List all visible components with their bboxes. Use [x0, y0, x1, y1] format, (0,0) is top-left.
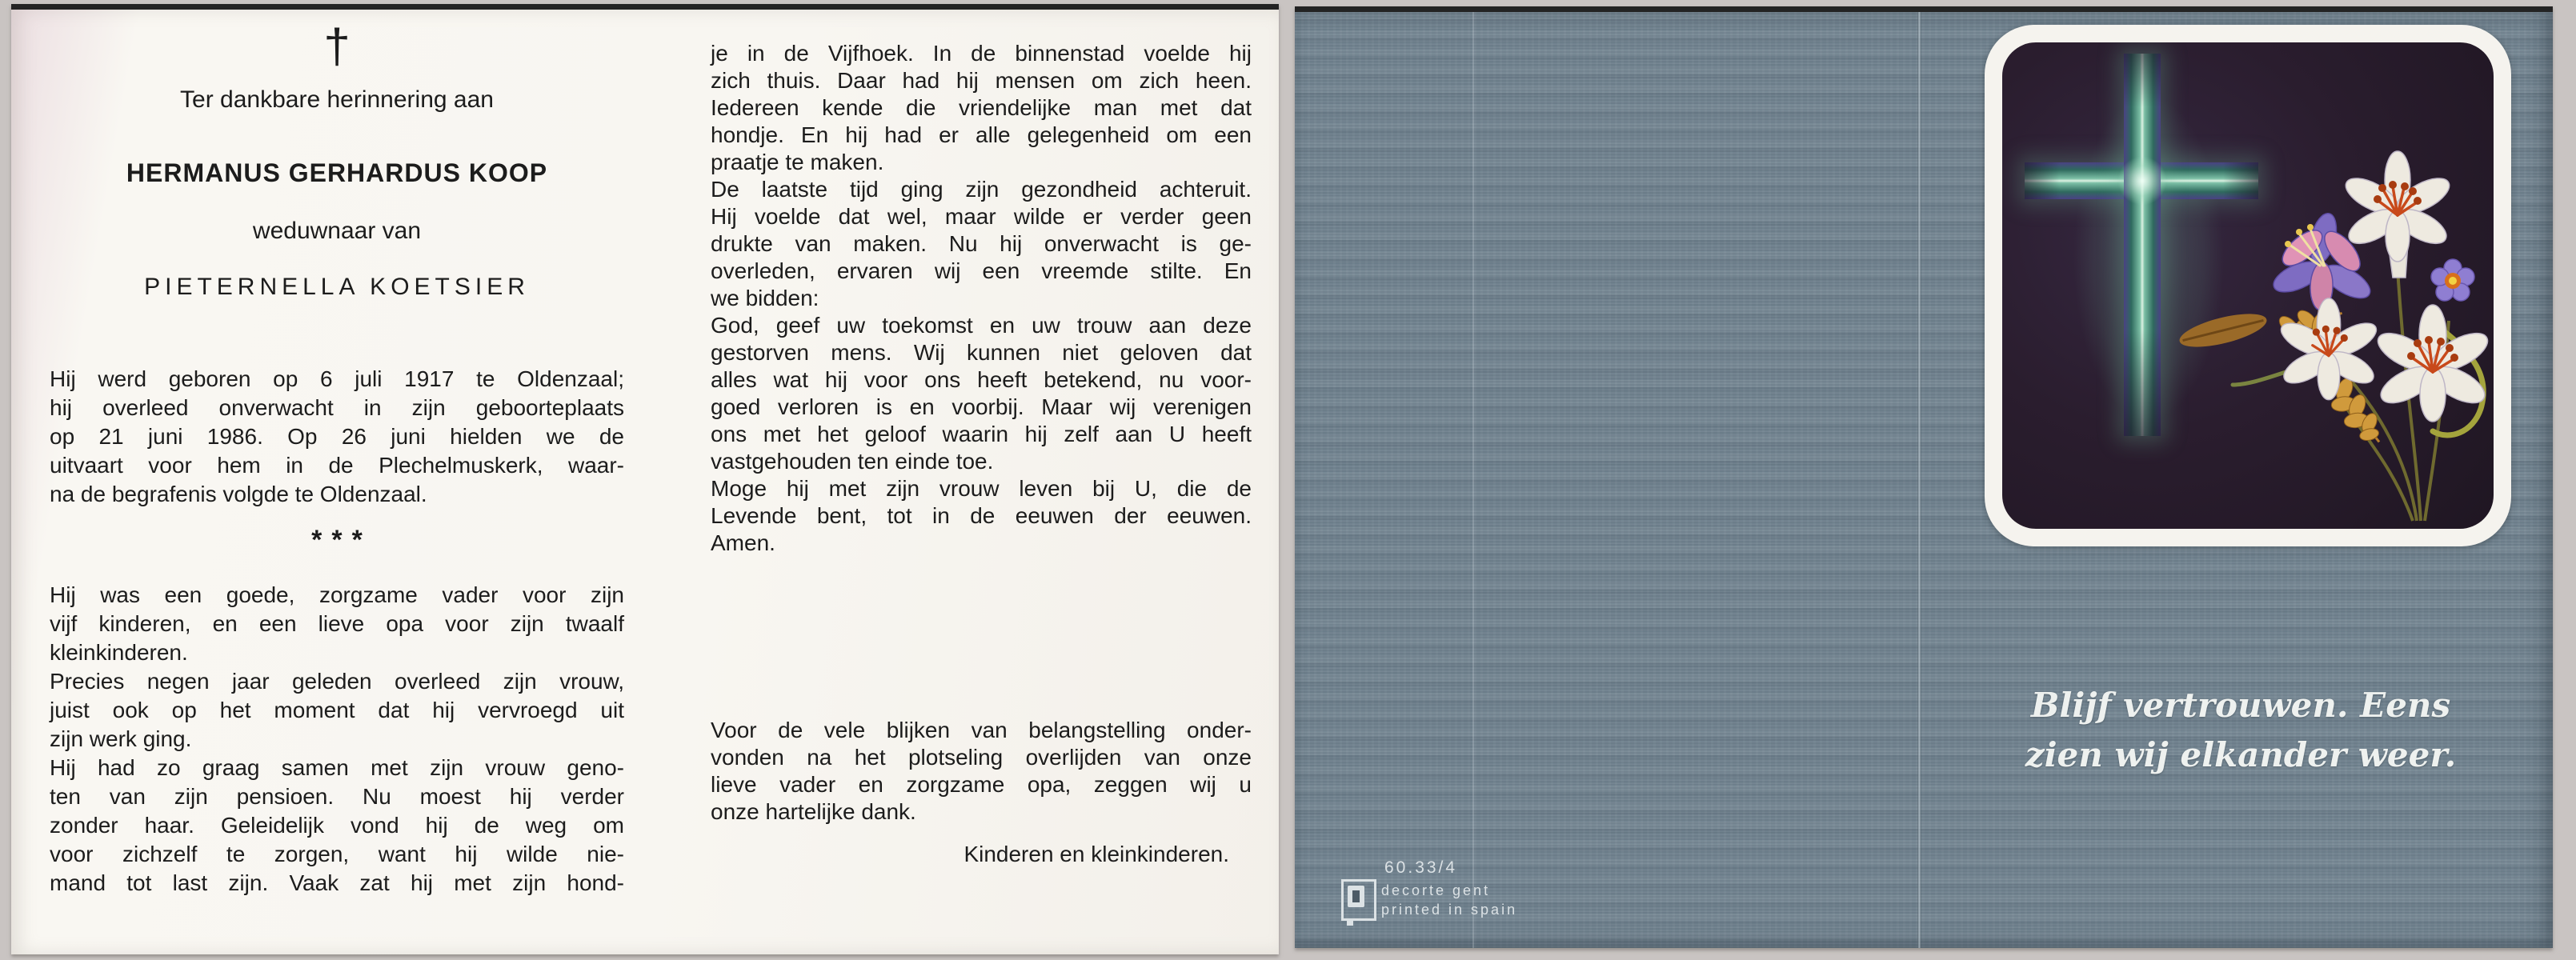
text-line: ten van zijn pensioen. Nu moest hij verder: [50, 784, 624, 809]
text-line: zich thuis. Daar had hij mensen om zich heen.: [711, 68, 1252, 93]
text-line: drukte van maken. Nu hij onverwacht is ge-: [711, 231, 1252, 256]
card-inside-page: [11, 4, 1279, 954]
text-line: Voor de vele blijken van belangstelling onder-: [711, 718, 1252, 742]
memorial-prayer-paragraph: [711, 40, 1252, 557]
text-line: onze hartelijke dank.: [711, 799, 916, 824]
text-line: Hij werd geboren op 6 juli 1917 te Oldenzaal;: [50, 366, 624, 391]
text-line: overleden, ervaren wij een vreemde stilte. En: [711, 258, 1252, 283]
text-line: Levende bent, tot in de eeuwen der eeuwen.: [711, 503, 1252, 528]
text-line: Amen.: [711, 530, 775, 555]
printer-origin: printed in spain: [1381, 902, 1518, 918]
relation-line: weduwnaar van: [252, 218, 422, 244]
printer-name: decorte gent: [1381, 882, 1491, 898]
text-line: vijf kinderen, en een lieve opa voor zijn twaalf: [50, 611, 624, 636]
text-line: we bidden:: [711, 286, 819, 310]
card-cover-page: [1295, 6, 2553, 948]
text-line: praatje te maken.: [711, 150, 884, 174]
text-line: Hij voelde dat wel, maar wilde er verder geen: [711, 204, 1252, 229]
text-line: Precies negen jaar geleden overleed zijn vrouw,: [50, 669, 624, 694]
motto-line-1: Blijf vertrouwen. Eens: [2030, 686, 2451, 725]
intro-line: Ter dankbare herinnering aan: [180, 86, 494, 113]
inside-right-column: [711, 10, 1252, 954]
text-line: alles wat hij voor ons heeft betekend, nu voor-: [711, 367, 1252, 392]
text-line: hij overleed onverwacht in zijn geboorteplaats: [50, 395, 624, 420]
text-line: mand tot last zijn. Vaak zat hij met zijn hond-: [50, 870, 624, 895]
deceased-name: HERMANUS GERHARDUS KOOP: [126, 158, 548, 187]
text-line: Moge hij met zijn vrouw leven bij U, die de: [711, 476, 1252, 501]
text-line: Hij had zo graag samen met zijn vrouw geno-: [50, 755, 624, 780]
signature-line: Kinderen en kleinkinderen.: [963, 842, 1229, 866]
text-line: De laatste tijd ging zijn gezondheid achteruit.: [711, 177, 1252, 202]
printer-mark: [1295, 12, 2553, 948]
text-line: Iedereen kende die vriendelijke man met dat: [711, 95, 1252, 120]
dagger-cross-icon: †: [323, 19, 351, 73]
printer-code: 60.33/4: [1384, 858, 1458, 877]
text-line: voor zichzelf te zorgen, want hij wilde nie-: [50, 842, 624, 866]
life-story-paragraph: [50, 581, 624, 898]
text-line: vonden na het plotseling overlijden van onze: [711, 745, 1252, 770]
text-line: lieve vader en zorgzame opa, zeggen wij u: [711, 772, 1252, 797]
motto-line-2: zien wij elkander weer.: [2025, 735, 2457, 774]
printer-logo-icon: [1341, 879, 1376, 921]
acknowledgement-paragraph: [711, 717, 1252, 826]
text-line: hondje. En hij had er alle gelegenheid om een: [711, 122, 1252, 147]
text-line: uitvaart voor hem in de Plechelmuskerk, waar-: [50, 453, 624, 478]
text-line: vastgehouden ten einde toe.: [711, 449, 994, 474]
spouse-name: PIETERNELLA KOETSIER: [144, 274, 530, 300]
text-line: op 21 juni 1986. Op 26 juni hielden we de: [50, 424, 624, 449]
text-line: juist ook op het moment dat hij vervroegd uit: [50, 698, 624, 722]
text-line: je in de Vijfhoek. In de binnenstad voelde hij: [711, 41, 1252, 66]
inside-left-column: [50, 10, 624, 954]
text-line: kleinkinderen.: [50, 640, 188, 665]
text-line: zijn werk ging.: [50, 726, 192, 751]
text-line: zonder haar. Geleidelijk vond hij de weg om: [50, 813, 624, 838]
asterisk-separator: ***: [311, 525, 372, 555]
birth-death-paragraph: [50, 365, 624, 509]
text-line: gestorven mens. Wij kunnen niet geloven dat: [711, 340, 1252, 365]
text-line: God, geef uw toekomst en uw trouw aan deze: [711, 313, 1252, 338]
text-line: na de begrafenis volgde te Oldenzaal.: [50, 482, 427, 506]
text-line: Hij was een goede, zorgzame vader voor zijn: [50, 582, 624, 607]
text-line: goed verloren is en voorbij. Maar wij verenigen: [711, 394, 1252, 419]
text-line: ons met het geloof waarin hij zelf aan U heeft: [711, 422, 1252, 446]
